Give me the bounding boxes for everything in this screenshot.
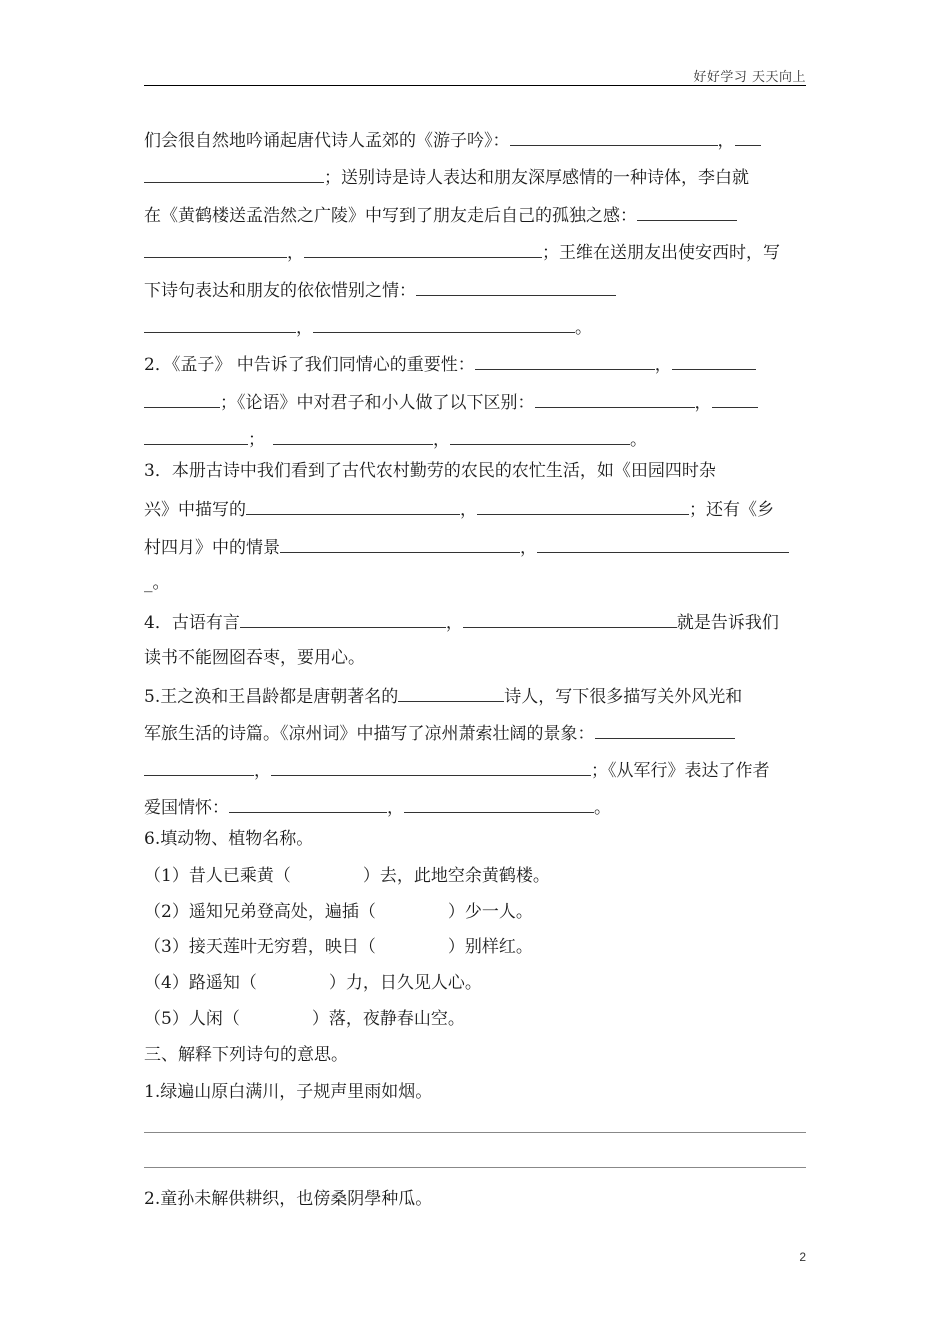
q3-line-2	[144, 497, 806, 519]
comma: ，	[387, 798, 404, 818]
answer-blank[interactable]	[672, 352, 756, 370]
section-3-title: 三、解释下列诗句的意思。	[144, 1045, 348, 1065]
q5-line-2	[144, 721, 806, 743]
q1-text-4: ；王维在送朋友出使安西时，写	[542, 243, 780, 263]
q5-text-3: ；《从军行》表达了作者	[591, 761, 770, 781]
answer-blank[interactable]	[246, 497, 460, 515]
answer-blank[interactable]	[712, 390, 758, 408]
header-rule	[144, 85, 806, 86]
q6-item-5	[144, 1008, 806, 1030]
q1-text-1: 们会很自然地吟诵起唐代诗人孟郊的《游子吟》：	[144, 131, 510, 151]
period: 。	[630, 430, 647, 450]
answer-blank[interactable]	[398, 684, 504, 702]
q4-text-1: 4．古语有言	[144, 613, 240, 633]
q1-line-4	[144, 240, 806, 262]
page-number: 2	[799, 1250, 806, 1264]
q3-text-2b: ；还有《乡	[689, 500, 774, 520]
answer-blank[interactable]	[144, 240, 287, 258]
q6-item-text: （3）接天莲叶无穷碧，映日（	[144, 937, 376, 957]
q6-item-text: （2）遥知兄弟登高处，遍插（	[144, 902, 376, 922]
q5-line-4	[144, 795, 806, 817]
q1-line-3	[144, 203, 806, 225]
answer-blank[interactable]	[463, 610, 677, 628]
q1-line-6	[144, 315, 806, 337]
q5-line-3	[144, 758, 806, 780]
answer-blank[interactable]	[313, 315, 575, 333]
q2-line-3	[144, 427, 806, 449]
q2-line-2	[144, 390, 806, 412]
section-3-question-2: 2.童孙未解供耕织，也傍桑阴學种瓜。	[144, 1189, 433, 1209]
answer-blank[interactable]	[240, 610, 446, 628]
answer-blank[interactable]	[229, 795, 387, 813]
answer-blank[interactable]	[144, 390, 220, 408]
comma: ，	[433, 430, 450, 450]
semicolon: ；	[248, 430, 265, 450]
answer-line[interactable]	[144, 1132, 806, 1133]
answer-blank[interactable]	[450, 427, 630, 445]
q3-text-3: 村四月》中的情景	[144, 538, 280, 558]
q2-line-1	[144, 352, 806, 374]
q3-line-3	[144, 535, 806, 557]
q4-line-2	[144, 647, 806, 669]
header-motto: 好好学习 天天向上	[693, 70, 806, 85]
answer-blank[interactable]	[535, 390, 695, 408]
period: 。	[594, 798, 611, 818]
q5-text-4: 爱国情怀：	[144, 798, 229, 818]
answer-blank[interactable]	[304, 240, 542, 258]
q6-item-text: ）少一人。	[447, 902, 533, 922]
q3-line-1	[144, 460, 806, 482]
answer-blank[interactable]	[416, 278, 616, 296]
q6-item-2	[144, 901, 806, 923]
q3-text-2a: 兴》中描写的	[144, 500, 246, 520]
q1-text-5: 下诗句表达和朋友的依依惜别之情：	[144, 281, 416, 301]
q6-item-4	[144, 972, 806, 994]
answer-blank[interactable]	[144, 758, 254, 776]
q5-text-1b: 诗人，写下很多描写关外风光和	[504, 687, 743, 707]
comma: ，	[287, 243, 304, 263]
comma: ，	[694, 393, 712, 413]
answer-blank[interactable]	[510, 128, 718, 146]
answer-blank[interactable]	[144, 165, 324, 183]
comma: ，	[717, 131, 735, 151]
answer-blank[interactable]	[280, 535, 520, 553]
q6-item-1	[144, 865, 806, 887]
q1-text-3: 在《黄鹤楼送孟浩然之广陵》中写到了朋友走后自己的孤独之感：	[144, 206, 637, 226]
q6-item-text: ）落，夜静春山空。	[311, 1009, 465, 1029]
q5-line-1	[144, 684, 806, 706]
q6-item-text: （5）人闲（	[144, 1009, 240, 1029]
section-3-question-1: 1.绿遍山原白满川，子规声里雨如烟。	[144, 1082, 433, 1102]
q4-line-1	[144, 610, 806, 632]
answer-line[interactable]	[144, 1167, 806, 1168]
q1-text-2: ；送别诗是诗人表达和朋友深厚感情的一种诗体，李白就	[324, 168, 749, 188]
q6-title: 6.填动物、植物名称。	[144, 829, 314, 849]
q1-line-1	[144, 128, 806, 150]
q1-line-2	[144, 165, 806, 187]
answer-blank[interactable]	[477, 497, 689, 515]
comma: ，	[520, 538, 537, 558]
q2-text-1: 2．《孟子》 中告诉了我们同情心的重要性：	[144, 355, 475, 375]
q6-item-text: （4）路遥知（	[144, 973, 257, 993]
q5-text-1a: 5.王之涣和王昌龄都是唐朝著名的	[144, 687, 399, 707]
q6-item-text: （1）昔人已乘黄（	[144, 866, 291, 886]
period: 。	[575, 318, 592, 338]
comma: ，	[296, 318, 313, 338]
comma: ，	[254, 761, 271, 781]
q6-item-text: ）去，此地空余黄鹤楼。	[362, 866, 550, 886]
q4-text-1b: 就是告诉我们	[676, 613, 779, 633]
answer-blank[interactable]	[404, 795, 594, 813]
answer-blank[interactable]	[144, 427, 248, 445]
q5-text-2: 军旅生活的诗篇。《凉州词》中描写了凉州萧索壮阔的景象：	[144, 724, 595, 744]
q1-line-5	[144, 278, 806, 300]
answer-blank[interactable]	[144, 315, 296, 333]
answer-blank[interactable]	[735, 128, 761, 146]
answer-blank[interactable]	[273, 427, 433, 445]
answer-blank[interactable]	[271, 758, 591, 776]
q6-item-3	[144, 936, 806, 958]
comma: ，	[445, 613, 463, 633]
answer-blank[interactable]	[595, 721, 735, 739]
answer-blank[interactable]	[537, 535, 789, 553]
q3-text-1: 3．本册古诗中我们看到了古代农村勤劳的农民的农忙生活，如《田园四时杂	[144, 461, 716, 481]
period: _。	[144, 573, 170, 593]
q6-item-text: ）别样红。	[447, 937, 533, 957]
q4-text-2: 读书不能囫囵吞枣，要用心。	[144, 648, 365, 668]
q2-text-2: ；《论语》中对君子和小人做了以下区别：	[220, 393, 535, 413]
comma: ，	[654, 355, 672, 375]
q6-item-text: ）力，日久见人心。	[328, 973, 482, 993]
q3-line-4	[144, 572, 806, 594]
comma: ，	[460, 500, 477, 520]
answer-blank[interactable]	[475, 352, 655, 370]
answer-blank[interactable]	[637, 203, 737, 221]
